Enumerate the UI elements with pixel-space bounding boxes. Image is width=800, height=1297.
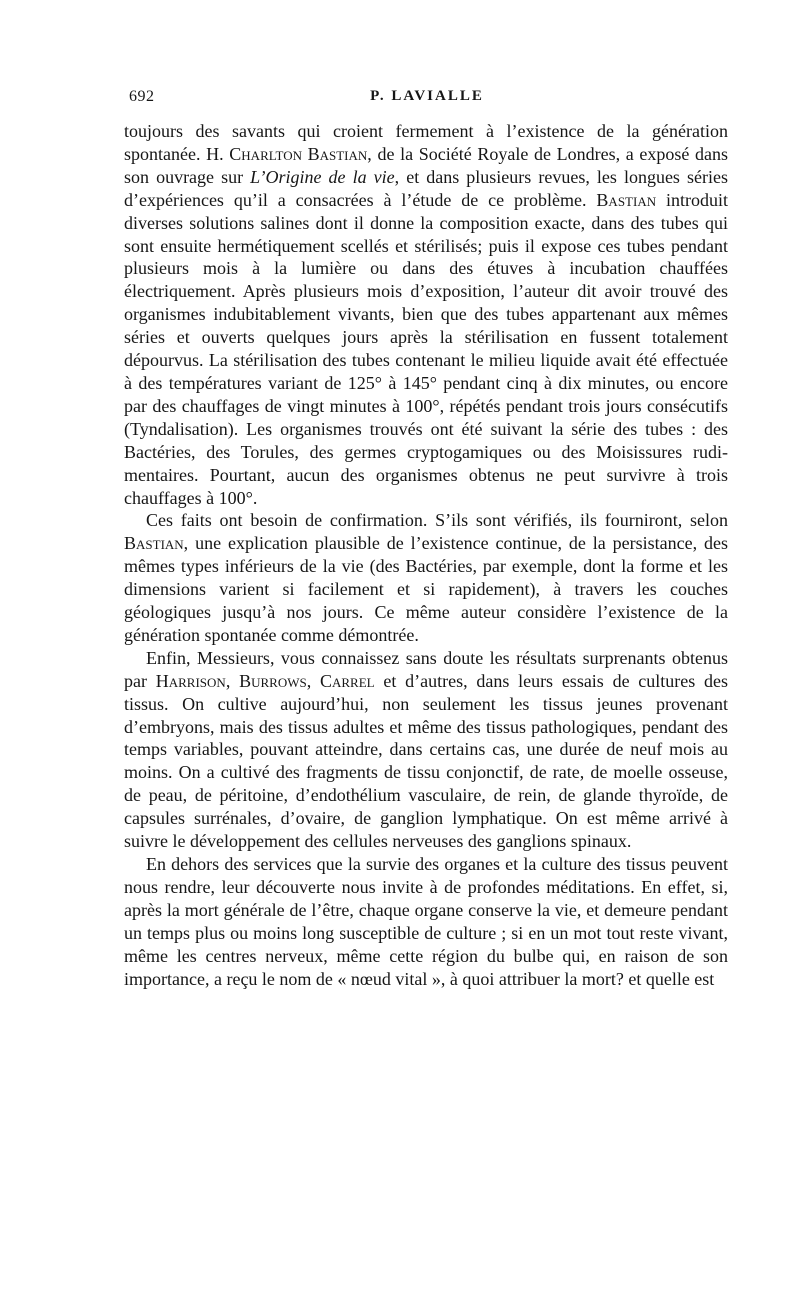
paragraph	[124, 509, 728, 646]
text-run: ,	[306, 670, 320, 691]
text-run: toujours des savants qui croient fermement à l’existence de la génération spontanée. H.	[124, 121, 728, 164]
text-run: introduit diverses solutions salines dont il donne la composition exacte, dans des tubes qui sont ensuite hermétiquement scellés et stérilisés; puis il expose ces tubes pendant plusieurs mois à la lumière ou dans des étuves à incubation chauffées électriquement. Après plusieurs mois d’exposition, l’auteur dit avoir trouvé des organismes indubitablement vivants, bien que des tubes appartenant aux mêmes séries et ouverts quelques jours après la stérilisation en fussent totalement dépourvus. La stérilisation des tubes contenant le milieu liquide avait été effectuée à des températures variant de 125° à 145° pendant cinq à dix minutes, ou encore par des chauffages de vingt minutes à 100°, répétés pendant trois jours consécutifs (Tyndalisation). Les organismes trouvés ont été suivant la série des tubes : des Bactéries, des Torules, des germes cryptogamiques ou des Moisissures rudimentaires. Pourtant, aucun des organismes obtenus ne peut survivre à trois chauffages à 100°.	[124, 189, 728, 508]
author-name: Carrel	[319, 670, 375, 691]
text-run: ,	[225, 670, 240, 691]
author-name: Burrows	[239, 670, 307, 691]
author-name: Charlton Bastian	[229, 143, 368, 164]
page-number: 692	[129, 88, 155, 105]
page-header	[129, 88, 725, 112]
paragraph	[124, 853, 728, 990]
text-run: et d’autres, dans leurs essais de cultures des tissus. On cultive aujourd’hui, non seulement les tissus jeunes provenant d’embryons, mais des tissus adultes et même des tissus pathologiques, pendant des temps variables, pouvant atteindre, dans certains cas, une durée de neuf mois au moins. On a cultivé des fragments de tissu conjonctif, de rate, de moelle osseuse, de peau, de péritoine, d’endothélium vasculaire, de rein, de glande thyroïde, de capsules surrénales, d’ovaire, de ganglion lymphatique. On est même arrivé à suivre le développement des cellules nerveuses des ganglions spinaux.	[124, 670, 729, 852]
text-run: , de la Société Royale de Londres, a exposé dans son ouvrage sur	[124, 143, 729, 187]
author-name: Harrison	[155, 670, 226, 691]
text-run: Enfin, Messieurs, vous connaissez sans doute les résultats surprenants obtenus par	[124, 647, 728, 691]
book-title: L’Origine de la vie	[250, 166, 395, 187]
text-run: Ces faits ont besoin de confirmation. S’ils sont vérifiés, ils fourniront, selon	[146, 510, 728, 531]
author-name: Bastian	[596, 189, 657, 210]
text-run: En dehors des services que la survie des organes et la culture des tissus peuvent nous rendre, leur découverte nous invite à de profondes méditations. En effet, si, après la mort générale de l’être, chaque organe conserve la vie, et demeure pendant un temps plus ou moins long susceptible de culture ; si en un mot tout reste vivant, même les centres nerveux, même cette région du bulbe qui, en raison de son importance, a reçu le nom de « nœud vital », à quoi attribuer la mort? et quelle est	[124, 854, 728, 989]
paragraph	[124, 647, 728, 853]
running-head: P. LAVIALLE	[370, 88, 484, 104]
author-name: Bastian	[124, 533, 184, 554]
text-run: , et dans plusieurs revues, les longues séries d’expériences qu’il a consacrées à l’étude de ce problème.	[124, 166, 728, 210]
text-run: , une explication plausible de l’existence continue, de la persistance, des mêmes types inférieurs de la vie (des Bactéries, par exemple, dont la forme et les dimensions varient si facilement et si rapidement), à travers les couches géologiques jusqu’à nos jours. Ce même auteur considère l’existence de la génération spontanée comme démontrée.	[124, 533, 728, 645]
paragraph	[124, 120, 728, 509]
body-text	[124, 120, 728, 990]
